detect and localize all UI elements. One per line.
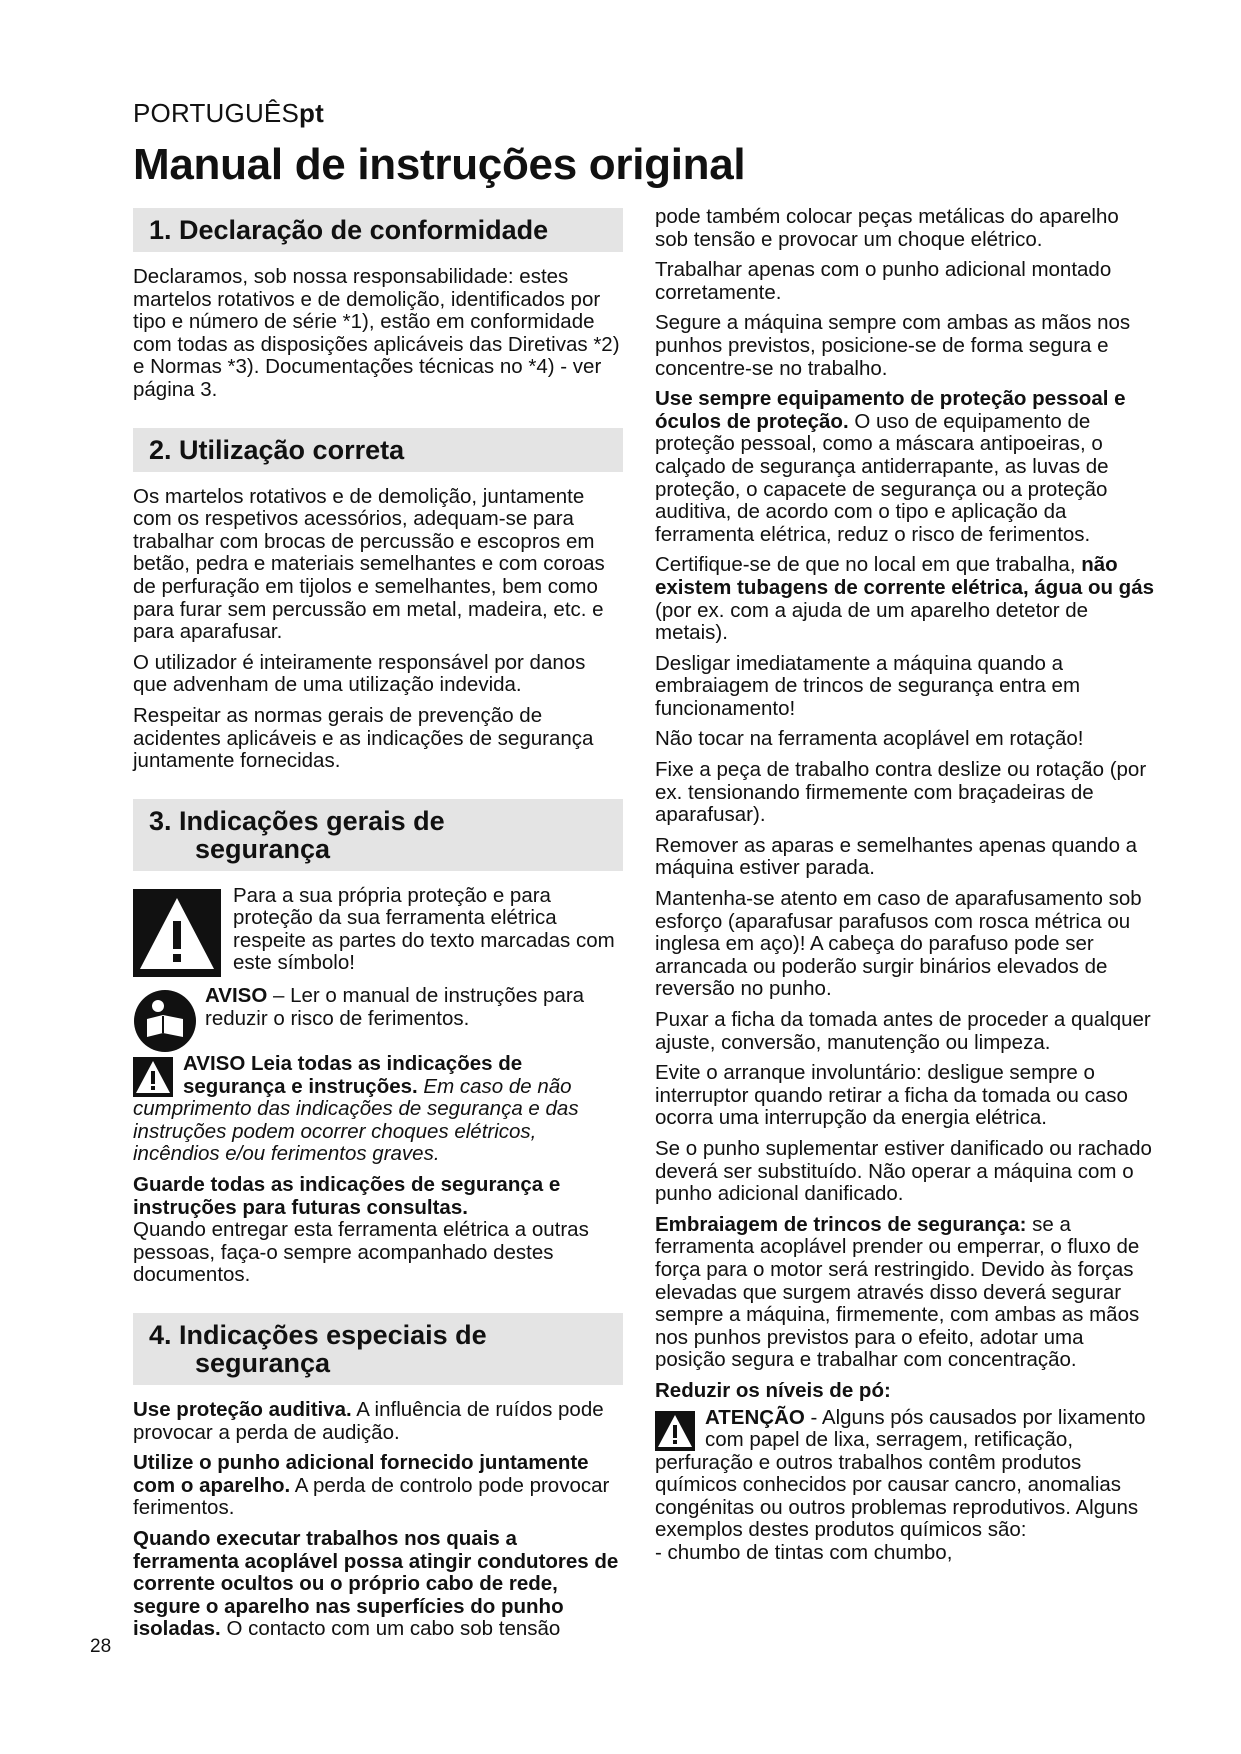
- r-paragraph-9: Remover as aparas e semelhantes apenas quando a máquina estiver parada.: [655, 833, 1138, 880]
- r-paragraph-2: Trabalhar apenas com o punho adicional montado corretamente.: [655, 258, 1112, 304]
- s1-paragraph: Declaramos, sob nossa responsabilidade: estes martelos rotativos e de demolição, identificados por tipo e número de série *1), estão em conformidade com todas as disposições aplicáveis das Diretivas *2) e Normas *3). Documentações técnicas no *4) - ver página 3.: [133, 265, 620, 401]
- aviso-warning-paragraph: AVISO Leia todas as indicações de segurança e instruções. Em caso de não cumprimento das indicações de segurança e das instruções podem ocorrer choques elétricos, incêndios e/ou ferimentos graves.: [133, 1052, 579, 1166]
- r-paragraph-5: Certifique-se de que no local em que trabalha, não existem tubagens de corrente elétrica, água ou gás (por ex. com a ajuda de um aparelho detetor de metais).: [655, 553, 1155, 645]
- page-title: Manual de instruções original: [133, 140, 746, 189]
- s4-paragraph-3: Quando executar trabalhos nos quais a ferramenta acoplável possa atingir condutores de corrente ocultos ou o próprio cabo de rede, segure o aparelho nas superfícies do punho isoladas. O contacto com um cabo sob tensão: [133, 1526, 619, 1641]
- section-4-heading: 4. Indicações especiais de segurança: [133, 1313, 623, 1385]
- s2-paragraph-3: Respeitar as normas gerais de prevenção de acidentes aplicáveis e as indicações de segurança juntamente fornecidas.: [133, 703, 594, 773]
- page-number: 28: [90, 1636, 112, 1657]
- warning-triangle-icon: [133, 889, 221, 977]
- r-paragraph-8: Fixe a peça de trabalho contra deslize ou rotação (por ex. tensionando firmemente com braçadeiras de aparafusar).: [655, 758, 1147, 827]
- r-paragraph-6: Desligar imediatamente a máquina quando a embraiagem de trincos de segurança entra em funcionamento!: [655, 651, 1081, 720]
- s4-paragraph-1: Use proteção auditiva. A influência de ruídos pode provocar a perda de audição.: [133, 1398, 604, 1444]
- bullet-item: - chumbo de tintas com chumbo,: [655, 1541, 953, 1565]
- left-column: [133, 208, 623, 1649]
- safety-symbol-text: Para a sua própria proteção e para proteção da sua ferramenta elétrica respeite as partes do texto marcadas com este símbolo!: [233, 883, 615, 975]
- r-paragraph-7: Não tocar na ferramenta acoplável em rotação!: [655, 727, 1084, 751]
- keep-instructions: Guarde todas as indicações de segurança e instruções para futuras consultas. Quando entregar esta ferramenta elétrica a outras pessoas, faça-o sempre acompanhado destes documentos.: [133, 1173, 589, 1287]
- safety-symbol-block: [133, 885, 623, 975]
- read-manual-icon: [133, 989, 197, 1053]
- s4-paragraph-2: Utilize o punho adicional fornecido juntamente com o aparelho. A perda de controlo pode provocar ferimentos.: [133, 1451, 610, 1520]
- s2-paragraph-1: Os martelos rotativos e de demolição, juntamente com os respetivos acessórios, adequam-se para trabalhar com brocas de percussão e escopros em betão, pedra e materiais semelhantes e com coroas de perfuração em tijolos e semelhantes, bem como para furar sem percussão em metal, madeira, etc. e para aparafusar.: [133, 484, 605, 644]
- aviso-read-manual: AVISO – Ler o manual de instruções para reduzir o risco de ferimentos.: [205, 984, 585, 1030]
- read-manual-block: [133, 985, 623, 1045]
- r-paragraph-10: Mantenha-se atento em caso de aparafusamento sob esforço (aparafusar parafusos com rosca métrica ou inglesa em aço)! A cabeça do parafuso pode ser arrancada ou poderão surgir binários elevados de reversão no punho.: [655, 887, 1142, 1001]
- r-paragraph-13: Se o punho suplementar estiver danificado ou rachado deverá ser substituído. Não operar a máquina com o punho adicional danificado.: [655, 1136, 1152, 1206]
- right-column: [655, 206, 1155, 1573]
- r-paragraph-3: Segure a máquina sempre com ambas as mãos nos punhos previstos, posicione-se de forma segura e concentre-se no trabalho.: [655, 311, 1131, 380]
- r-paragraph-1: pode também colocar peças metálicas do aparelho sob tensão e provocar um choque elétrico.: [655, 205, 1119, 251]
- r-paragraph-12: Evite o arranque involuntário: desligue sempre o interruptor quando retirar a ficha da tomada ou caso ocorra uma interrupção da energia elétrica.: [655, 1061, 1128, 1130]
- section-1-heading: 1. Declaração de conformidade: [133, 208, 623, 252]
- dust-heading: Reduzir os níveis de pó:: [655, 1378, 891, 1402]
- section-2-heading: 2. Utilização correta: [133, 428, 623, 472]
- r-paragraph-11: Puxar a ficha da tomada antes de proceder a qualquer ajuste, conversão, manutenção ou limpeza.: [655, 1008, 1151, 1054]
- language-label: PORTUGUÊSpt: [133, 98, 324, 128]
- r-paragraph-4: Use sempre equipamento de proteção pessoal e óculos de proteção. O uso de equipamento de proteção pessoal, como a máscara antipoeiras, o calçado de segurança antiderrapante, as luvas de proteção, o capacete de segurança ou a proteção auditiva, de acordo com o tipo e aplicação da ferramenta elétrica, reduz o risco de ferimentos.: [655, 387, 1126, 546]
- attention-paragraph: ATENÇÃO - Alguns pós causados por lixamento com papel de lixa, serragem, retificação, perfuração e outros trabalhos contêm produtos químicos conhecidos por causar cancro, anomalias congénitas ou outros problemas reprodutivos. Alguns exemplos destes produtos químicos são:: [655, 1405, 1146, 1542]
- warning-small-icon: [655, 1411, 695, 1451]
- section-3-heading: 3. Indicações gerais de segurança: [133, 799, 623, 871]
- warning-small-icon: [133, 1057, 173, 1097]
- s2-paragraph-2: O utilizador é inteiramente responsável por danos que advenham de uma utilização indevida.: [133, 650, 586, 697]
- r-paragraph-14: Embraiagem de trincos de segurança: se a ferramenta acoplável prender ou emperrar, o fluxo de força para o motor será restringido. Devido às forças elevadas que surgem através disso deverá segurar sempre a máquina, firmemente, com ambas as mãos nos punhos previstos para o efeito, adotar uma posição segura e trabalhar com concentração.: [655, 1212, 1140, 1372]
